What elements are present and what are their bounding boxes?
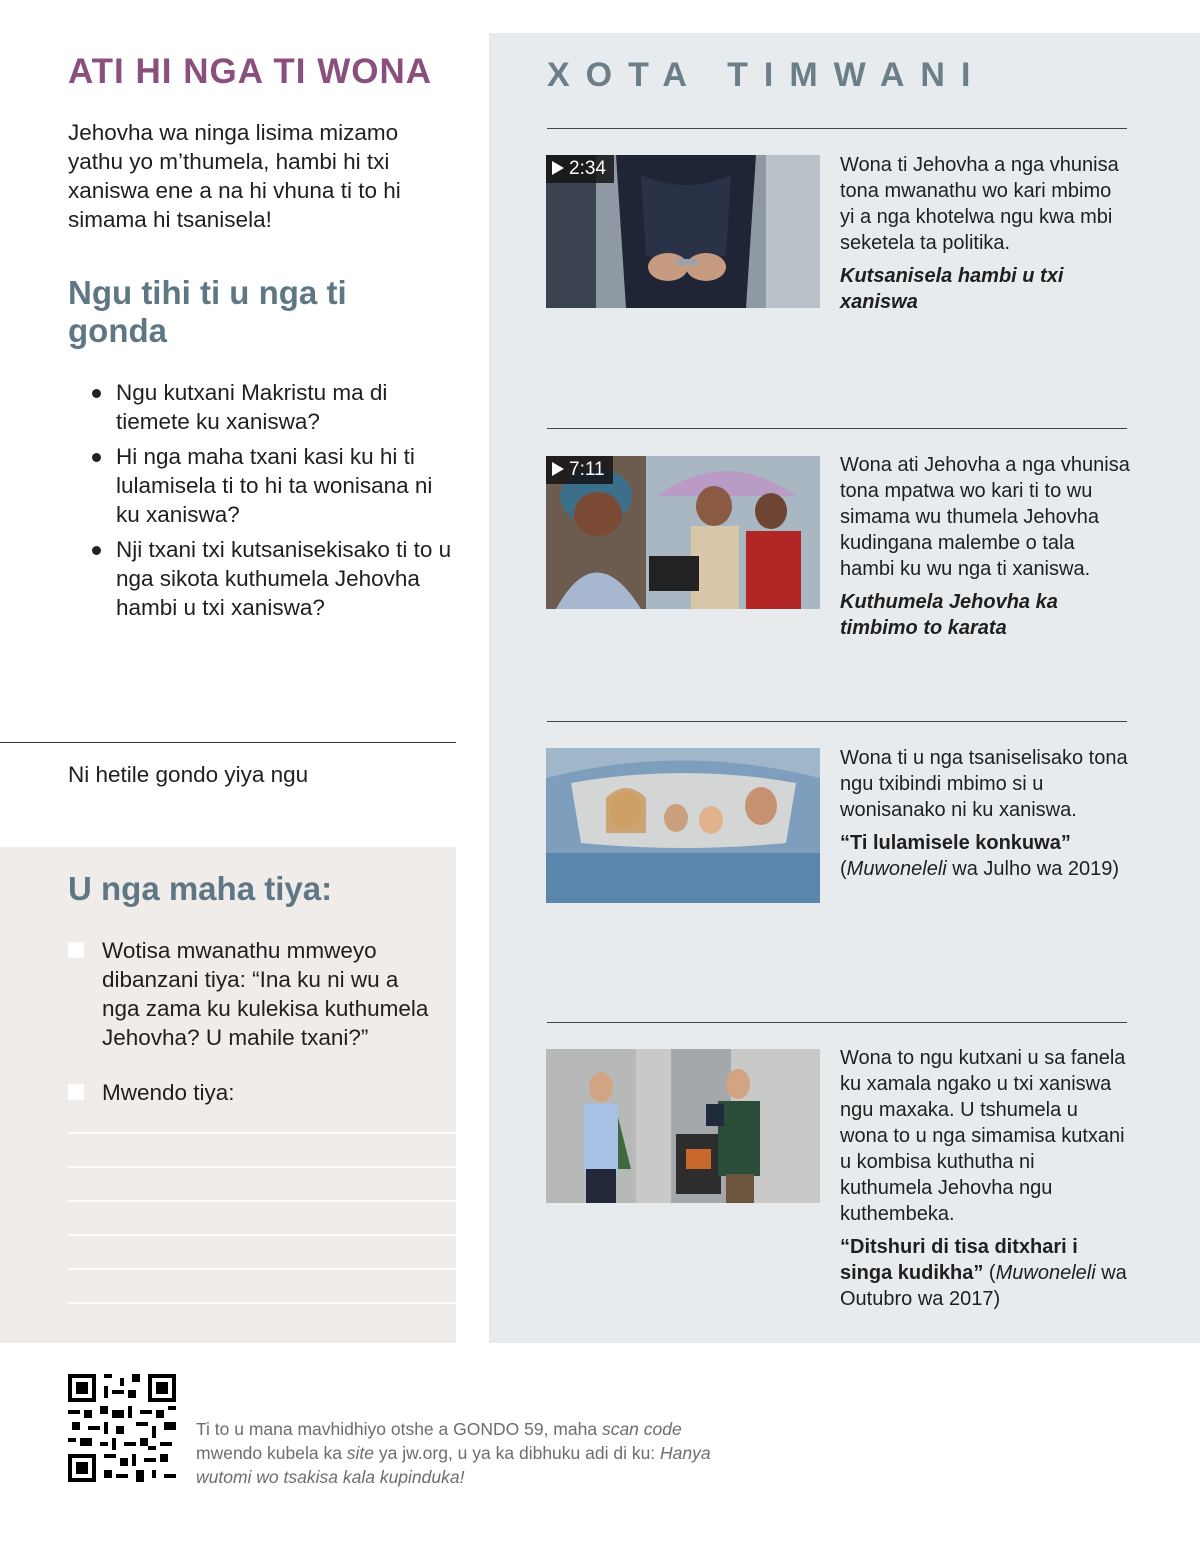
writing-line[interactable] (68, 1166, 456, 1168)
qr-code-icon[interactable] (68, 1374, 176, 1482)
writing-line[interactable] (68, 1302, 456, 1304)
bullet-icon (92, 389, 101, 398)
try-item-ask-sibling: Wotisa mwanathu mmweyo dibanzani tiya: “Ina ku ni wu a nga zama ku kulekisa kuthumela Jehovha? U mahile txani?” (68, 936, 438, 1052)
divider (547, 1022, 1127, 1023)
video-duration-badge: 2:34 (546, 155, 614, 183)
article-reference: “Ti lulamisele konkuwa” (Muwoneleli wa Julho wa 2019) (840, 832, 1120, 880)
try-item-other-goal: Mwendo tiya: (68, 1078, 438, 1107)
writing-line[interactable] (68, 1200, 456, 1202)
review-question: Ngu kutxani Makristu ma di tiemete ku xaniswa? (90, 378, 455, 436)
explore-more-title: XOTA TIMWANI (547, 56, 987, 94)
review-question: Nji txani txi kutsanisekisako ti to u nga sikota kuthumela Jehovha hambi u txi xaniswa? (90, 535, 455, 622)
checkbox[interactable] (68, 1084, 84, 1100)
item-description: Wona ti Jehovha a nga vhunisa tona mwanathu wo kari mbimo yi a nga khotelwa ngu kwa mbi seketela ta politika. (840, 154, 1119, 254)
family-in-car-image (546, 748, 820, 903)
article-title-link[interactable]: “Ti lulamisele konkuwa” (840, 832, 1071, 854)
bullet-icon (92, 546, 101, 555)
video-duration-badge: 7:11 (546, 456, 613, 484)
review-question-list (90, 378, 455, 628)
review-question: Hi nga maha txani kasi ku hi ti lulamisela ti to hi ta wonisana ni ku xaniswa? (90, 442, 455, 529)
book-title-link[interactable]: Hanya wutomi wo tsakisa kala kupinduka! (196, 1443, 711, 1487)
divider (547, 428, 1127, 429)
try-this-heading: U nga maha tiya: (68, 870, 333, 907)
bullet-icon (92, 453, 101, 462)
completed-date-label: Ni hetile gondo yiya ngu (68, 762, 309, 787)
article-image-family-car[interactable] (546, 748, 820, 903)
writing-line[interactable] (68, 1268, 456, 1270)
checkbox[interactable] (68, 942, 84, 958)
video-title-link[interactable]: Kutsanisela hambi u txi xaniswa (840, 265, 1064, 313)
divider (547, 128, 1127, 129)
explore-item-2 (840, 452, 1130, 641)
lesson-summary-title: ATI HI NGA TI WONA (68, 52, 433, 91)
summary-intro-text: Jehovha wa ninga lisima mizamo yathu yo m’thumela, hambi hi txi xaniswa ene a na hi vhuna ti to hi simama hi tsanisela! (68, 120, 401, 232)
divider (547, 721, 1127, 722)
article-image-family-opposition[interactable] (546, 1049, 820, 1203)
play-icon (552, 462, 564, 476)
footer-instructions: Ti to u mana mavhidhiyo otshe a GONDO 59, maha scan code mwendo kubela ka site ya jw.org, u ya ka dibhuku adi di ku: Hanya wutomi wo tsakisa kala kupinduka! (196, 1419, 711, 1487)
writing-line[interactable] (68, 1234, 456, 1236)
item-description: Wona ati Jehovha a nga vhunisa tona mpatwa wo kari ti to wu simama wu thumela Jehovha kudingana malembe o tala hambi ku wu nga ti xaniswa. (840, 454, 1130, 580)
writing-line[interactable] (68, 1132, 456, 1134)
video-title-link[interactable]: Kuthumela Jehovha ka timbimo to karata (840, 591, 1058, 639)
play-icon (552, 161, 564, 175)
item-description: Wona ti u nga tsaniselisako tona ngu txibindi mbimo si u wonisanako ni ku xaniswa. (840, 747, 1128, 821)
explore-item-3 (840, 745, 1130, 882)
explore-item-4 (840, 1045, 1130, 1312)
video-thumbnail-handcuffs[interactable] (546, 155, 820, 308)
explore-item-1 (840, 152, 1130, 315)
divider (0, 742, 456, 743)
article-title-link[interactable]: “Ditshuri di tisa ditxhari i singa kudikha” (840, 1236, 1078, 1284)
video-thumbnail-couple-preaching[interactable] (546, 456, 820, 609)
article-reference: “Ditshuri di tisa ditxhari i singa kudikha” (Muwoneleli wa Outubro wa 2017) (840, 1236, 1127, 1310)
what-you-learned-heading: Ngu tihi ti u nga ti gonda (68, 274, 347, 349)
item-description: Wona to ngu kutxani u sa fanela ku xamala ngako u txi xaniswa ngu maxaka. U tshumela u wona to u nga simamisa kutxani u kombisa kuthutha ni kuthumela Jehovha ngu kuthembeka. (840, 1047, 1126, 1225)
men-arguing-image (546, 1049, 820, 1203)
